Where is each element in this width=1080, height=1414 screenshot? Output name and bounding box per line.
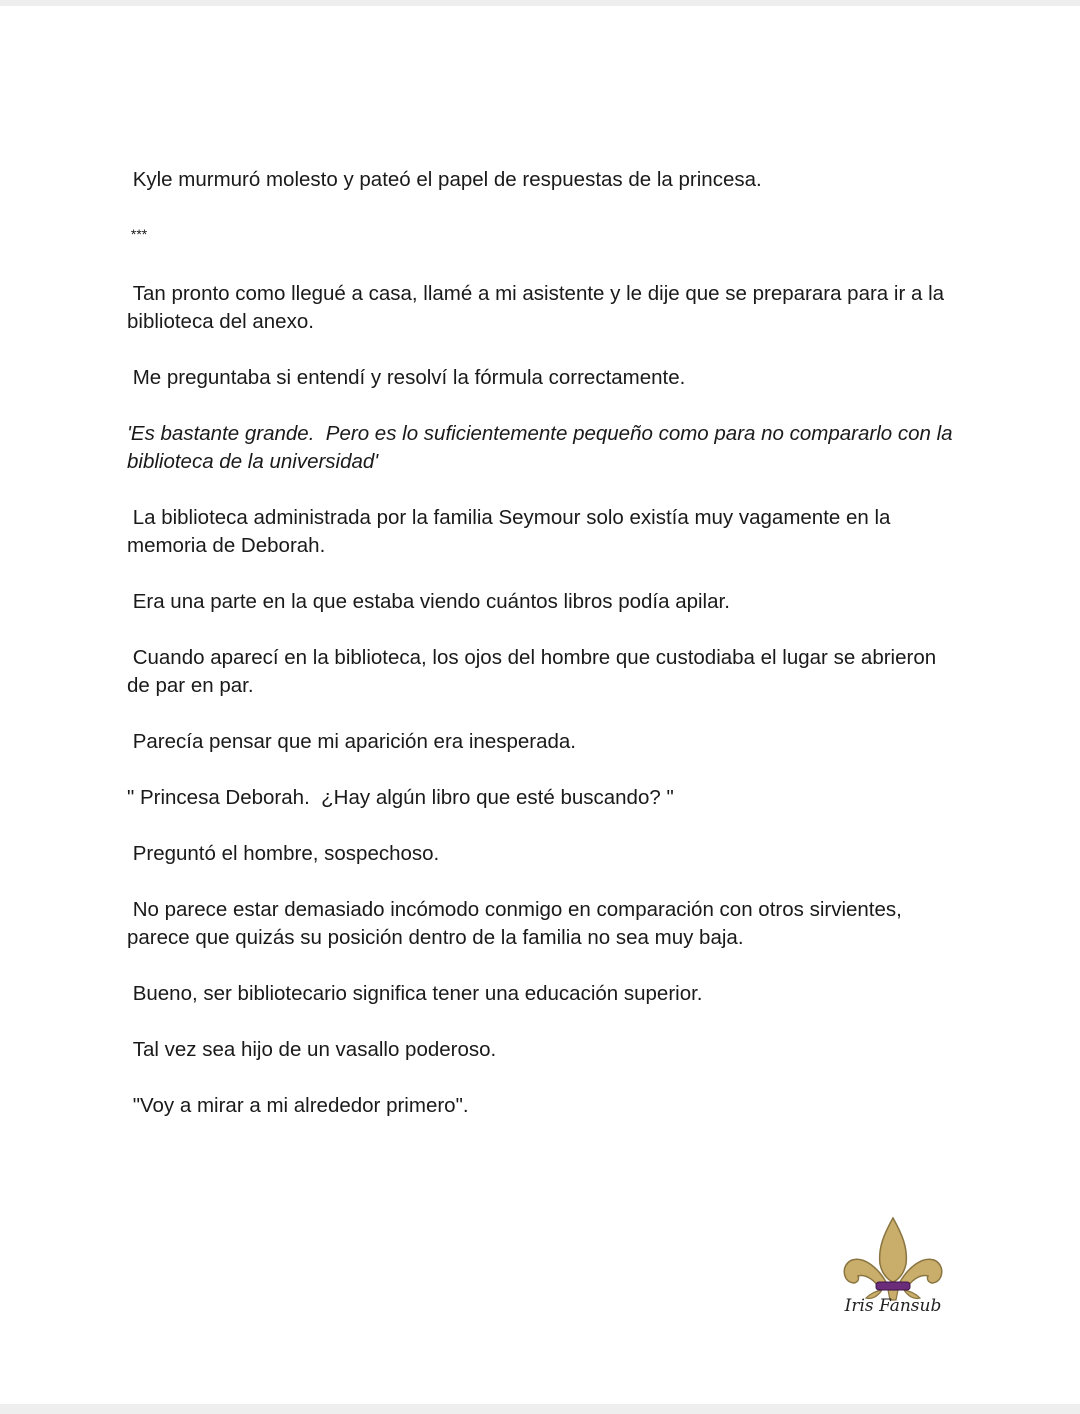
paragraph: Parecía pensar que mi aparición era inesperada.: [127, 730, 576, 753]
dialogue: "Voy a mirar a mi alrededor primero".: [127, 1094, 469, 1117]
scene-break: ***: [127, 226, 148, 242]
italic-thought: 'Es bastante grande. Pero es lo suficientemente pequeño como para no compararlo con la biblioteca de la universidad': [127, 422, 959, 473]
logo-text: Iris Fansub: [844, 1296, 942, 1316]
dialogue: " Princesa Deborah. ¿Hay algún libro que esté buscando? ": [127, 786, 674, 809]
paragraph: Bueno, ser bibliotecario significa tener una educación superior.: [127, 982, 703, 1005]
paragraph: Era una parte en la que estaba viendo cuántos libros podía apilar.: [127, 590, 730, 613]
paragraph: Tan pronto como llegué a casa, llamé a mi asistente y le dije que se preparara para ir a la biblioteca del anexo.: [127, 282, 950, 333]
paragraph: Kyle murmuró molesto y pateó el papel de respuestas de la princesa.: [127, 168, 762, 191]
paragraph: Me preguntaba si entendí y resolví la fórmula correctamente.: [127, 366, 686, 389]
paragraph: La biblioteca administrada por la familia Seymour solo existía muy vagamente en la memoria de Deborah.: [127, 506, 897, 557]
paragraph: No parece estar demasiado incómodo conmigo en comparación con otros sirvientes, parece que quizás su posición dentro de la familia no sea muy baja.: [127, 898, 908, 949]
paragraph: Preguntó el hombre, sospechoso.: [127, 842, 440, 865]
paragraph: Cuando aparecí en la biblioteca, los ojos del hombre que custodiaba el lugar se abrieron de par en par.: [127, 646, 942, 697]
document-body: [127, 166, 957, 1148]
document-page: [0, 6, 1080, 1404]
paragraph: Tal vez sea hijo de un vasallo poderoso.: [127, 1038, 497, 1061]
